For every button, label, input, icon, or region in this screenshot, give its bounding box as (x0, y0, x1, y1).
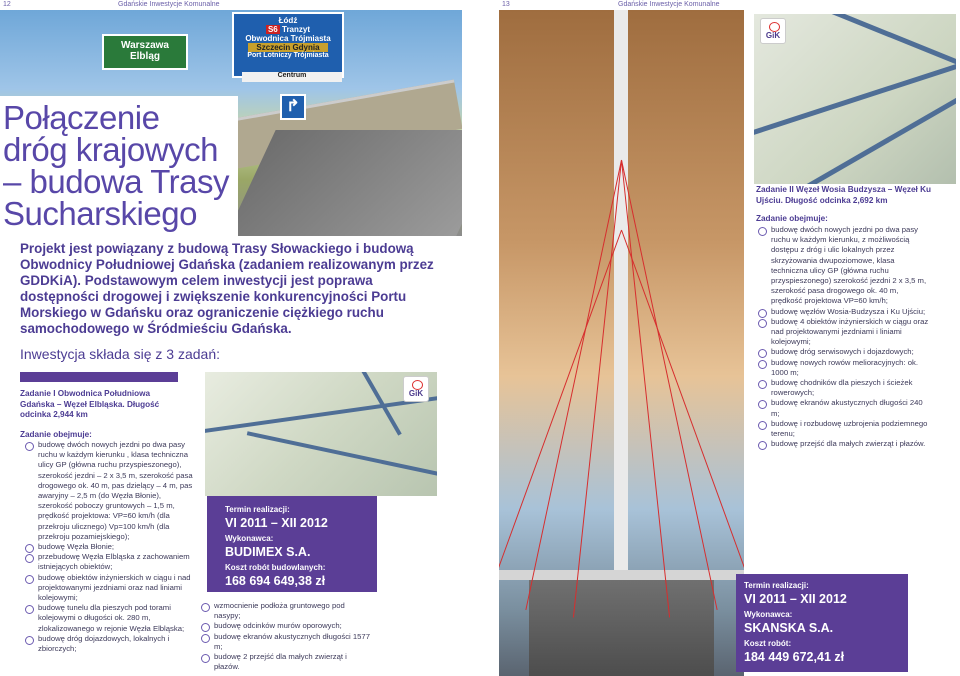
task2-heading: Zadanie II Węzeł Wosia Budzysza – Węzeł Ku Ujściu. Długość odcinka 2,692 km (756, 185, 932, 205)
cost-value: 184 449 672,41 zł (744, 650, 845, 664)
list-item: budowę dwóch nowych jezdni po dwa pasy ruchu w każdym kierunku, z możliwością dostępu z dróg i ulic lokalnych przez skrzyżowania dwupoziomowe, klasa techniczna ulicy GP (główna ruchu przyspieszonego) szerokość jezdni 2 x 3,5 m, szerokość pasa drogowego ok. 40 m, prędkość projektowa VP=60 km/h; (757, 225, 929, 307)
list-item: budowę obiektów inżynierskich w ciągu i nad projektowanymi jezdniami oraz nad liniami kolejowymi; (24, 573, 194, 604)
sign-text: Warszawa (121, 40, 169, 51)
contractor-label: Wykonawca: (744, 610, 793, 619)
list-item: budowę dróg dojazdowych, lokalnych i zbiorczych; (24, 634, 194, 654)
list-item: budowę nowych rowów melioracyjnych: ok. 1000 m; (757, 358, 929, 378)
task2-scope-label: Zadanie obejmuje: (756, 214, 828, 223)
sign-text: Szczecin Gdynia (248, 43, 328, 52)
right-header (480, 0, 960, 10)
list-item: budowę ekranów akustycznych długości 240 m; (757, 398, 929, 418)
cost-label: Koszt robót: (744, 639, 792, 648)
list-item: budowę Węzła Błonie; (24, 542, 194, 552)
cost-label: Koszt robót budowlanych: (225, 563, 326, 572)
task1-heading: Zadanie I Obwodnica Południowa Gdańska – Węzeł Elbląska. Długość odcinka 2,944 km (20, 389, 160, 419)
map-task2 (754, 14, 956, 184)
bridge-cable (621, 230, 744, 587)
term-value: VI 2011 – XII 2012 (225, 516, 328, 530)
map-road (806, 84, 956, 184)
sign-text: Obwodnica Trójmiasta (245, 34, 331, 43)
list-item: budowę dróg serwisowych i dojazdowych; (757, 347, 929, 357)
bridge-photo (499, 10, 744, 676)
list-item: budowę węzłów Wosia-Budzysza i Ku Ujściu; (757, 307, 929, 317)
list-item: budowę tunelu dla pieszych pod torami kolejowymi o długości ok. 280 m, zlokalizowanego w rejonie Węzła Elbląska; (24, 603, 194, 634)
contractor-value: BUDIMEX S.A. (225, 545, 311, 559)
sign-text: Elbląg (129, 51, 160, 62)
bridge-cable (621, 160, 718, 610)
map-road (819, 14, 956, 69)
sign-warszawa (102, 34, 188, 70)
title-line: dróg krajowych (3, 131, 218, 168)
list-item: wzmocnienie podłoża gruntowego pod nasypy; (200, 601, 370, 621)
gik-logo: GiK (403, 376, 429, 402)
title-line: – budowa Trasy (3, 163, 229, 200)
contractor-label: Wykonawca: (225, 534, 274, 543)
task1-extra-list (200, 601, 370, 672)
term-label: Termin realizacji: (225, 505, 290, 514)
intro-paragraph: Projekt jest powiązany z budową Trasy Słowackiego i budową Obwodnicy Południowej Gdańska (zadaniem realizowanym przez GDDKiA). Podstawowym celem inwestycji jest poprawa dostępności drogowej i zwiększenie konkurencyjności Portu Morskiego w Gdańsku oraz ograniczenie ciężkiego ruchu samochodowego w Śródmieściu Gdańska. (20, 241, 434, 336)
left-page-number: 12 (3, 1, 11, 8)
map-task1 (205, 372, 437, 496)
sign-arrow: ↱ (280, 94, 306, 120)
title-box (0, 96, 238, 238)
bridge-deck (499, 570, 744, 580)
title-line: Sucharskiego (3, 195, 197, 232)
sign-centrum: Centrum (242, 72, 342, 82)
bridge-cable (499, 230, 622, 587)
task1-scope-label: Zadanie obejmuje: (20, 430, 92, 439)
list-item: budowę i rozbudowę uzbrojenia podziemnego terenu; (757, 419, 929, 439)
map-road (247, 431, 437, 476)
left-publication: Gdańskie Inwestycje Komunalne (118, 1, 220, 8)
sign-text: Łódź (278, 16, 298, 25)
term-value: VI 2011 – XII 2012 (744, 592, 847, 606)
list-item: budowę odcinków murów oporowych; (200, 621, 370, 631)
bridge-pylon (614, 10, 628, 610)
contractor-value: SKANSKA S.A. (744, 621, 834, 635)
list-item: budowę 2 przejść dla małych zwierząt i płazów. (200, 652, 370, 672)
gik-logo: GiK (760, 18, 786, 44)
sign-text: S6 Tranzyt (267, 25, 311, 34)
title-line: Połączenie (3, 99, 160, 136)
task1-bar (20, 372, 178, 382)
bridge-cable (621, 160, 670, 618)
tasks-subheading: Inwestycja składa się z 3 zadań: (20, 346, 220, 362)
map-road (754, 54, 956, 139)
cost-box-task1 (207, 496, 377, 592)
term-label: Termin realizacji: (744, 581, 809, 590)
bridge-road (529, 580, 714, 676)
sign-tranzyt (232, 12, 344, 78)
task2-list (757, 225, 929, 449)
bridge-cable (525, 160, 622, 610)
right-page-number: 13 (502, 1, 510, 8)
right-publication: Gdańskie Inwestycje Komunalne (618, 1, 720, 8)
list-item: budowę chodników dla pieszych i ścieżek rowerowych; (757, 378, 929, 398)
list-item: budowę przejść dla małych zwierząt i płazów. (757, 439, 929, 449)
task1-list (24, 440, 194, 654)
sign-text: Port Lotniczy Trójmiasta (247, 52, 329, 59)
list-item: budowę ekranów akustycznych długości 1577 m; (200, 632, 370, 652)
cost-box-task2 (736, 574, 908, 672)
left-header (0, 0, 480, 10)
list-item: budowę 4 obiektów inżynierskich w ciągu oraz nad projektowanymi jezdniami i liniami kolejowymi; (757, 317, 929, 348)
list-item: przebudowę Węzła Elbląska z zachowaniem istniejących obiektów; (24, 552, 194, 572)
cost-value: 168 694 649,38 zł (225, 574, 326, 588)
list-item: budowę dwóch nowych jezdni po dwa pasy ruchu w każdym kierunku , klasa techniczna ulicy GP (główna ruchu przyspieszonego), szerokość jezdni – 2 x 3,5 m, szerokość pasa drogowego ok. 40 m, pas dzielący – 4 m, pas awaryjny – 2,5 m (do Węzła Błonie), szerokość poboczy gruntowych – 1,5 m, prędkość projektowa: VP=60 km/h (dla przekroju ulicznego) Vp=100 km/h (dla przekroju pozamiejskiego); (24, 440, 194, 542)
